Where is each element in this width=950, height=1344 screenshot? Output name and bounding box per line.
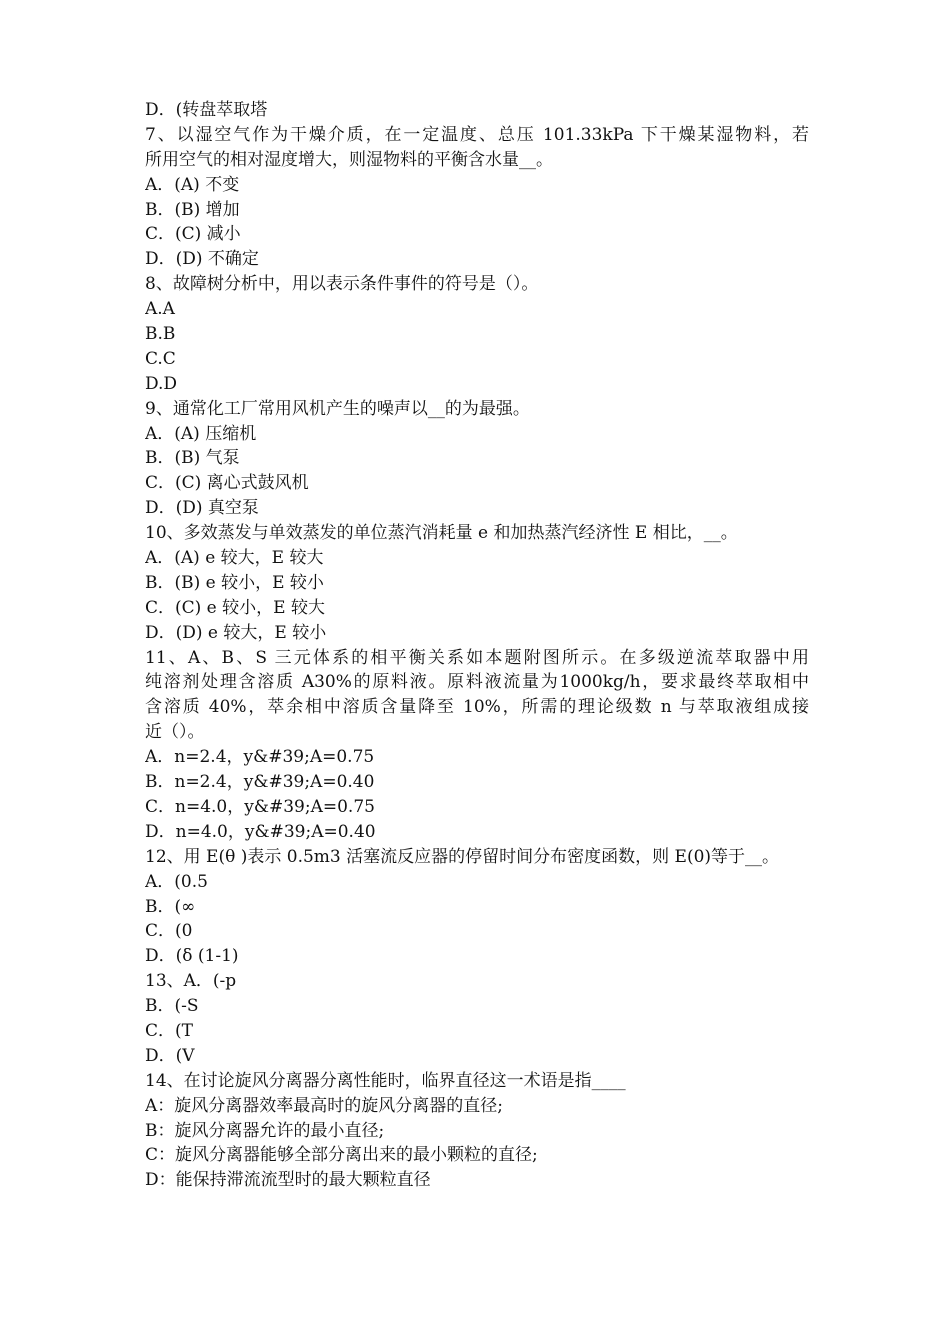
- text-line: D．(V: [145, 1045, 195, 1066]
- text-line: B．(B) 增加: [145, 199, 240, 220]
- text-line: A.A: [145, 299, 175, 320]
- text-line: D．(转盘萃取塔: [145, 100, 268, 120]
- text-line: 纯溶剂处理含溶质 A30%的原料液。原料液流量为1000kg/h，要求最终萃取相中: [145, 672, 809, 693]
- text-line: C．n=4.0，y&#39;A=0.75: [145, 796, 375, 817]
- text-line: D.D: [145, 373, 178, 394]
- text-line: A．(0.5: [145, 871, 208, 892]
- text-line: D．(D) 真空泵: [145, 498, 259, 519]
- text-line: 10、多效蒸发与单效蒸发的单位蒸汽消耗量 e 和加热蒸汽经济性 E 相比，__。: [145, 523, 738, 544]
- text-line: 11、A、B、S 三元体系的相平衡关系如本题附图所示。在多级逆流萃取器中用: [145, 647, 809, 668]
- text-line: 7、以湿空气作为干燥介质，在一定温度、总压 101.33kPa 下干燥某湿物料，若: [145, 124, 809, 145]
- text-line: 所用空气的相对湿度增大，则湿物料的平衡含水量__。: [145, 149, 553, 170]
- text-line: A．n=2.4，y&#39;A=0.75: [145, 747, 375, 768]
- text-line: B：旋风分离器允许的最小直径;: [145, 1120, 385, 1141]
- text-line: C．(C) 减小: [145, 224, 241, 245]
- text-line: A：旋风分离器效率最高时的旋风分离器的直径;: [145, 1095, 504, 1116]
- text-line: B.B: [145, 324, 176, 345]
- text-line: A．(A) 不变: [145, 174, 240, 195]
- text-line: A．(A) 压缩机: [145, 423, 257, 444]
- text-line: B．(B) e 较小，E 较小: [145, 572, 324, 593]
- text-line: C.C: [145, 348, 176, 369]
- text-line: D：能保持滞流流型时的最大颗粒直径: [145, 1170, 431, 1191]
- text-line: D．(D) e 较大，E 较小: [145, 622, 327, 643]
- text-line: 12、用 E(θ )表示 0.5m3 活塞流反应器的停留时间分布密度函数，则 E(0)等于__。: [145, 846, 780, 867]
- text-line: 8、故障树分析中，用以表示条件事件的符号是（）。: [145, 274, 539, 295]
- text-line: D．(D) 不确定: [145, 249, 259, 270]
- text-line: D．(δ (1-1): [145, 946, 239, 967]
- text-line: C．(C) 离心式鼓风机: [145, 473, 309, 494]
- text-line: C．(T: [145, 1020, 193, 1041]
- text-line: A．(A) e 较大，E 较大: [145, 548, 324, 569]
- text-line: B．n=2.4，y&#39;A=0.40: [145, 772, 375, 793]
- text-line: 近（）。: [145, 722, 205, 743]
- text-line: 14、在讨论旋风分离器分离性能时，临界直径这一术语是指____: [145, 1070, 626, 1091]
- text-line: C：旋风分离器能够全部分离出来的最小颗粒的直径;: [145, 1145, 538, 1166]
- text-line: B．(-S: [145, 996, 199, 1017]
- text-line: 9、通常化工厂常用风机产生的噪声以__的为最强。: [145, 398, 530, 419]
- text-line: D．n=4.0，y&#39;A=0.40: [145, 821, 376, 842]
- text-line: C．(C) e 较小，E 较大: [145, 597, 325, 618]
- text-line: B．(B) 气泵: [145, 448, 240, 469]
- text-line: B．(∞: [145, 896, 196, 917]
- document-body: [145, 98, 809, 1193]
- text-line: 13、A．(-p: [145, 971, 237, 992]
- text-line: 含溶质 40%，萃余相中溶质含量降至 10%，所需的理论级数 n 与萃取液组成接: [145, 697, 809, 718]
- text-line: C．(0: [145, 921, 193, 942]
